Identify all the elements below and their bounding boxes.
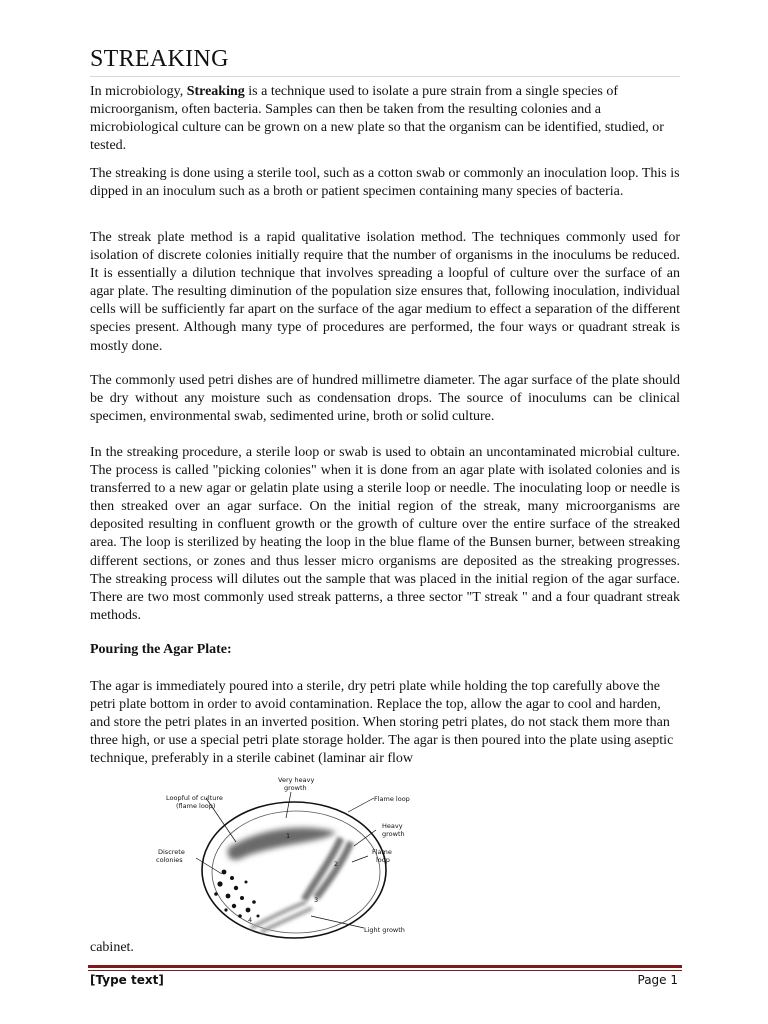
paragraph-pouring: The agar is immediately poured into a sterile, dry petri plate while holding the top carefully above the petri plate bottom in order to avoid contamination. Replace the top, allow the agar to cool and harden, and store the petri plates in an inverted position. When storing petri plates, do not stack them more than three high, or use a special petri plate storage holder. The agar is then poured into the plate using aseptic technique, preferably in a sterile cabinet (laminar air flow (90, 679, 674, 767)
intro-bold-term: Streaking (186, 84, 245, 99)
streak-plate-figure (136, 770, 436, 940)
label-very-heavy: Very heavy (278, 776, 315, 784)
label-very-heavy-2: growth (284, 784, 307, 792)
intro-rest: is a technique used to isolate a pure strain from a single species of microorganism, often bacteria. Samples can then be taken from the resulting colonies and a microbiological culture can be grown on a new plate so that the organism can be identified, studied, or tested. (90, 84, 664, 154)
label-light-growth: Light growth (364, 926, 405, 934)
sector-number: 1 (286, 832, 291, 840)
sector-number: 3 (314, 896, 319, 904)
footer-rule-thick (88, 965, 682, 968)
intro-lead: In microbiology, (90, 84, 187, 99)
label-heavy: Heavy (382, 822, 403, 830)
label-flame-2: loop (376, 856, 390, 864)
footer-rule-thin (88, 970, 682, 971)
section-heading: Pouring the Agar Plate: (90, 642, 232, 657)
label-discrete-2: colonies (156, 856, 183, 864)
sector-number: 2 (334, 860, 339, 868)
label-heavy-2: growth (382, 830, 405, 838)
paragraph-intro (90, 83, 680, 155)
paragraph-pouring-tail: cabinet. (90, 940, 134, 955)
label-flame-loop-top: Flame loop (374, 795, 410, 803)
page-number: Page 1 (637, 973, 678, 987)
label-loopful: Loopful of culture (166, 794, 223, 802)
sector-number: 4 (248, 916, 253, 924)
title-underline (90, 76, 680, 77)
page-title: STREAKING (90, 46, 229, 72)
paragraph-method: The streak plate method is a rapid qualitative isolation method. The techniques commonly used for isolation of discrete colonies initially require that the number of organisms in the inoculums be reduced. It is essentially a dilution technique that involves spreading a loopful of culture over the surface of an agar plate. The resulting diminution of the population size ensures that, following inoculation, individual cells will be sufficiently far apart on the surface of the agar medium to effect a separation of the different species present. Although many type of procedures are performed, the four ways or quadrant streak is mostly done. (90, 230, 680, 354)
label-discrete: Discrete (158, 848, 185, 856)
label-loopful-2: (flame loop) (176, 802, 216, 810)
label-flame: Flame (372, 848, 392, 856)
paragraph-petri: The commonly used petri dishes are of hundred millimetre diameter. The agar surface of the plate should be dry without any moisture such as condensation drops. The source of inoculums can be clinical specimen, environmental swab, sedimented urine, broth or solid culture. (90, 373, 680, 425)
paragraph-tool: The streaking is done using a sterile tool, such as a cotton swab or commonly an inoculation loop. This is dipped in an inoculum such as a broth or patient specimen containing many species of bacteria. (90, 166, 680, 200)
paragraph-procedure: In the streaking procedure, a sterile loop or swab is used to obtain an uncontaminated microbial culture. The process is called "picking colonies" when it is done from an agar plate with isolated colonies and is transferred to a new agar or gelatin plate using a sterile loop or needle. The inoculating loop or needle is then streaked over an agar surface. On the initial region of the streak, many microorganisms are deposited resulting in confluent growth or the growth of culture over the entire surface of the streaked area. The loop is sterilized by heating the loop in the blue flame of the Bunsen burner, between streaking different sections, or zones and thus lesser micro organisms are deposited as the streaking progresses. The streaking process will dilutes out the sample that was placed in the initial region of the agar surface. There are two most commonly used streak patterns, a three sector "T streak " and a four quadrant streak methods. (90, 445, 680, 623)
footer-left-text: [Type text] (90, 973, 164, 987)
